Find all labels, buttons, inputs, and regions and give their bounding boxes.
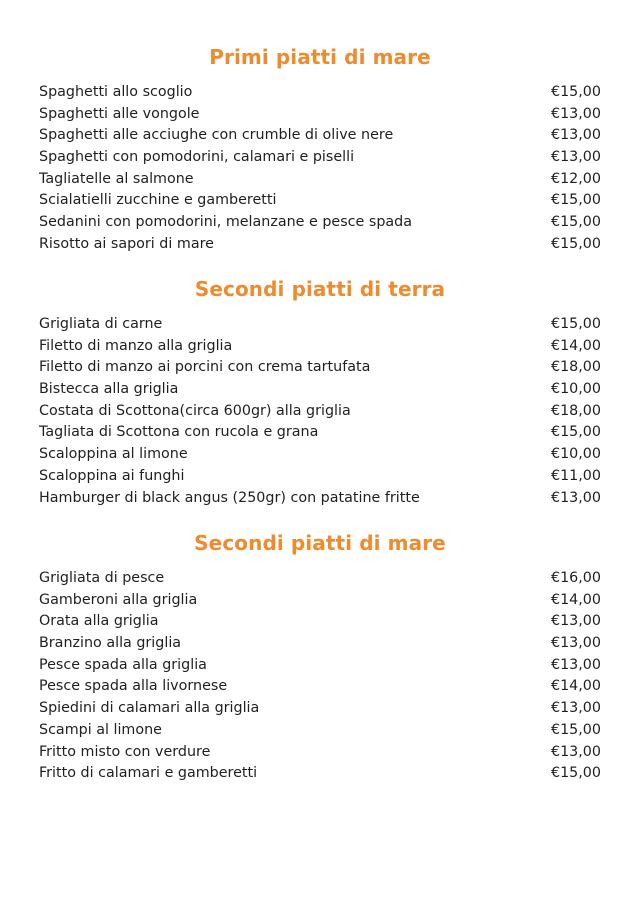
- menu-item-price: €13,00: [550, 105, 601, 122]
- menu-item-price: €15,00: [550, 84, 601, 100]
- menu-item-price: €15,00: [550, 192, 601, 209]
- menu-item: [0, 147, 640, 169]
- menu-item-price: €18,00: [550, 359, 601, 376]
- menu-item-name: Spiedini di calamari alla griglia: [39, 700, 260, 717]
- menu-item-name: Orata alla griglia: [39, 613, 159, 630]
- menu-item-name: Costata di Scottona(circa 600gr) alla griglia: [39, 402, 351, 419]
- menu-item: [0, 357, 640, 379]
- menu-item: [0, 104, 640, 126]
- menu-item: [0, 676, 640, 698]
- menu-item: [0, 698, 640, 720]
- menu-item-price: €15,00: [550, 424, 601, 441]
- menu-item-name: Tagliatelle al salmone: [39, 170, 194, 187]
- menu-item-price: €13,00: [550, 489, 601, 506]
- menu-item: [0, 190, 640, 212]
- section-title: Secondi piatti di terra: [194, 277, 446, 301]
- menu-item: [0, 720, 640, 742]
- section-primi-piatti-di-mare: [0, 45, 640, 256]
- menu-item-name: Filetto di manzo alla griglia: [39, 337, 233, 354]
- menu-item-name: Scaloppina ai funghi: [39, 467, 185, 484]
- menu-item-price: €12,00: [550, 170, 601, 187]
- menu-item-price: €13,00: [550, 635, 601, 652]
- menu-item-name: Risotto ai sapori di mare: [39, 235, 214, 252]
- menu-item-name: Pesce spada alla livornese: [39, 678, 228, 695]
- menu-item-price: €14,00: [550, 591, 601, 608]
- menu-item-price: €10,00: [550, 381, 601, 398]
- menu-item: [0, 336, 640, 358]
- menu-item-price: €15,00: [550, 721, 601, 738]
- menu-item-name: Spaghetti allo scoglio: [39, 84, 193, 100]
- menu-item: [0, 568, 640, 590]
- menu-item-price: €15,00: [550, 316, 601, 332]
- menu-item-name: Fritto di calamari e gamberetti: [39, 765, 258, 782]
- section-secondi-piatti-di-terra: [0, 277, 640, 509]
- menu-item-price: €15,00: [550, 765, 601, 782]
- menu-item-name: Spaghetti alle acciughe con crumble di olive nere: [39, 127, 394, 144]
- menu-item: [0, 314, 640, 336]
- menu-item-list: [0, 82, 640, 256]
- menu-item-name: Spaghetti alle vongole: [39, 105, 200, 122]
- menu-item: [0, 444, 640, 466]
- menu-item-price: €18,00: [550, 402, 601, 419]
- menu-item-name: Scaloppina al limone: [39, 446, 188, 463]
- menu-item-name: Branzino alla griglia: [39, 635, 182, 652]
- menu-item: [0, 422, 640, 444]
- menu-item-name: Pesce spada alla griglia: [39, 656, 207, 673]
- menu-item-name: Grigliata di carne: [39, 316, 163, 332]
- menu-item-name: Sedanini con pomodorini, melanzane e pesce spada: [39, 214, 412, 231]
- menu-item: [0, 466, 640, 488]
- menu-item: [0, 125, 640, 147]
- menu-item-name: Scialatielli zucchine e gamberetti: [39, 192, 277, 209]
- menu-item: [0, 590, 640, 612]
- menu-item-price: €13,00: [550, 743, 601, 760]
- menu-item-price: €13,00: [550, 656, 601, 673]
- menu-item-name: Spaghetti con pomodorini, calamari e piselli: [39, 149, 355, 166]
- menu-item-price: €14,00: [550, 678, 601, 695]
- section-title: Secondi piatti di mare: [194, 531, 446, 555]
- menu-item: [0, 655, 640, 677]
- menu-item: [0, 169, 640, 191]
- menu-item-price: €13,00: [550, 613, 601, 630]
- section-title: Primi piatti di mare: [209, 45, 431, 69]
- menu-item-name: Grigliata di pesce: [39, 570, 165, 586]
- menu-item: [0, 763, 640, 785]
- menu-item-name: Tagliata di Scottona con rucola e grana: [39, 424, 319, 441]
- menu-item-price: €16,00: [550, 570, 601, 586]
- menu-item-price: €15,00: [550, 235, 601, 252]
- menu-item-name: Fritto misto con verdure: [39, 743, 211, 760]
- menu-item-list: [0, 568, 640, 785]
- menu-item-price: €13,00: [550, 127, 601, 144]
- menu-item-name: Bistecca alla griglia: [39, 381, 179, 398]
- menu-item: [0, 742, 640, 764]
- menu-item: [0, 401, 640, 423]
- menu-item-name: Gamberoni alla griglia: [39, 591, 198, 608]
- menu-item: [0, 379, 640, 401]
- menu-item: [0, 611, 640, 633]
- menu-item-price: €11,00: [550, 467, 601, 484]
- menu-item: [0, 82, 640, 104]
- menu-item-price: €13,00: [550, 700, 601, 717]
- menu-item: [0, 488, 640, 510]
- menu-item: [0, 633, 640, 655]
- menu-item-price: €13,00: [550, 149, 601, 166]
- menu-item-list: [0, 314, 640, 509]
- section-secondi-piatti-di-mare: [0, 531, 640, 785]
- menu-item-name: Filetto di manzo ai porcini con crema tartufata: [39, 359, 371, 376]
- menu-item: [0, 234, 640, 256]
- menu-item-name: Scampi al limone: [39, 721, 162, 738]
- menu-item-price: €15,00: [550, 214, 601, 231]
- menu-item-price: €14,00: [550, 337, 601, 354]
- menu-item: [0, 212, 640, 234]
- menu-item-price: €10,00: [550, 446, 601, 463]
- menu-item-name: Hamburger di black angus (250gr) con patatine fritte: [39, 489, 420, 506]
